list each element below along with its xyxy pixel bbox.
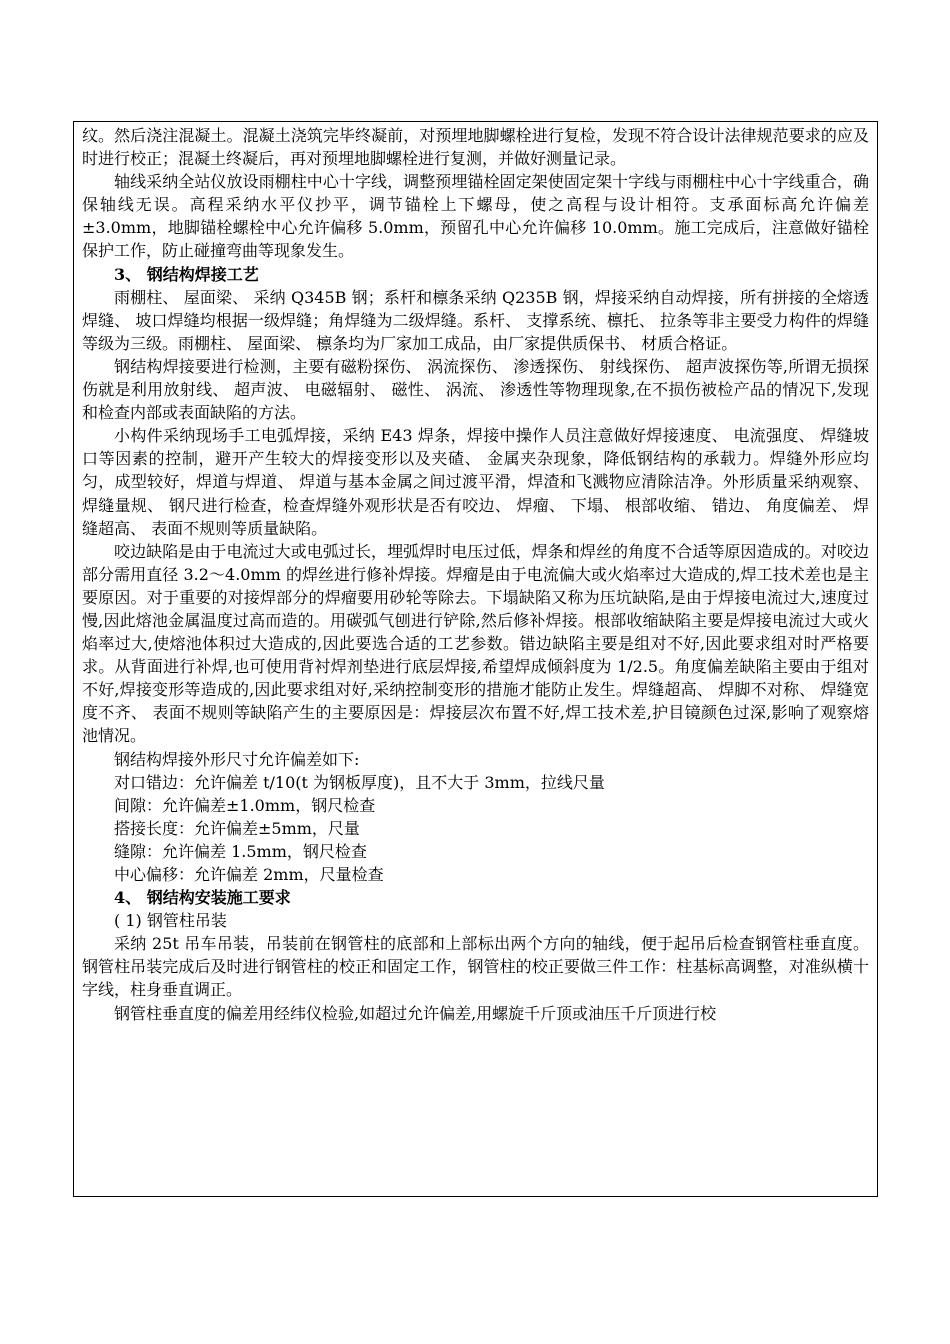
document-frame [73,121,878,1197]
document-body [74,122,877,1025]
paragraph: 采纳 25t 吊车吊装，吊装前在钢管柱的底部和上部标出两个方向的轴线，便于起吊后检查钢管柱垂直度。钢管柱吊装完成后及时进行钢管柱的校正和固定工作，钢管柱的校正要做三件工作：柱基标高调整，对准纵横十字线，柱身垂直调正。 [82,934,869,1000]
tolerance-item: 搭接长度：允许偏差±5mm，尺量 [114,818,360,838]
paragraph: 小构件采纳现场手工电弧焊接，采纳 E43 焊条，焊接中操作人员注意做好焊接速度、 电流强度、 焊缝坡口等因素的控制，避开产生较大的焊接变形以及夹碴、 金属夹杂现象，降低钢结构的承载力。焊缝外形应均匀，成型较好，焊道与焊道、 焊道与基本金属之间过渡平滑，焊渣和飞溅物应清除洁净。外形质量采纳观察、 焊缝量规、 钢尺进行检查，检查焊缝外观形状是否有咬边、 焊瘤、 下塌、 根部收缩、 错边、 角度偏差、 焊缝超高、 表面不规则等质量缺陷。 [82,426,869,538]
tolerance-item: 缝隙：允许偏差 1.5mm，钢尺检查 [114,841,367,861]
tolerance-item: 中心偏移：允许偏差 2mm，尺量检查 [114,865,384,884]
subsection-heading: ( 1) 钢管柱吊装 [114,911,227,931]
section-heading: 4、 钢结构安装施工要求 [114,888,291,908]
paragraph: 钢结构焊接要进行检测，主要有磁粉探伤、 涡流探伤、 渗透探伤、 射线探伤、 超声波探伤等,所谓无损探伤就是利用放射线、 超声波、 电磁辐射、 磁性、 涡流、 渗透性等物理现象,在不损伤被检产品的情况下,发现和检查内部或表面缺陷的方法。 [82,356,869,423]
tolerance-item: 对口错边：允许偏差 t/10(t 为钢板厚度)，且不大于 3mm，拉线尺量 [114,772,605,792]
paragraph: 钢结构焊接外形尺寸允许偏差如下: [114,749,360,769]
paragraph: 轴线采纳全站仪放设雨棚柱中心十字线，调整预埋锚栓固定架使固定架十字线与雨棚柱中心十字线重合，确保轴线无误。高程采纳水平仪抄平，调节锚栓上下螺母，使之高程与设计相符。支承面标高允许偏差 ±3.0mm，地脚锚栓螺栓中心允许偏移 5.0mm，预留孔中心允许偏移 10.0mm。施工完成后，注意做好锚栓保护工作，防止碰撞弯曲等现象发生。 [82,172,869,261]
section-heading: 3、 钢结构焊接工艺 [114,264,259,284]
tolerance-item: 间隙：允许偏差±1.0mm，钢尺检查 [114,795,376,815]
paragraph: 钢管柱垂直度的偏差用经纬仪检验,如超过允许偏差,用螺旋千斤顶或油压千斤顶进行校 [114,1003,717,1023]
paragraph: 咬边缺陷是由于电流过大或电弧过长，埋弧焊时电压过低，焊条和焊丝的角度不合适等原因造成的。对咬边部分需用直径 3.2～4.0mm 的焊丝进行修补焊接。焊瘤是由于电流偏大或火焰率过大造成的,焊工技术差也是主要原因。对于重要的对接焊部分的焊瘤要用砂轮等除去。下塌缺陷又称为压坑缺陷,是由于焊接电流过大,速度过慢,因此熔池金属温度过高而造的。用碳弧气刨进行铲除,然后修补焊接。根部收缩缺陷主要是焊接电流过大或火焰率过大,使熔池体积过大造成的,因此要选合适的工艺参数。错边缺陷主要是组对不好,因此要求组对时严格要求。从背面进行补焊,也可使用背衬焊剂垫进行底层焊接,希望焊成倾斜度为 1/2.5。角度偏差缺陷主要由于组对不好,焊接变形等造成的,因此要求组对好,采纳控制变形的措施才能防止发生。焊缝超高、 焊脚不对称、 焊缝宽度不齐、 表面不规则等缺陷产生的主要原因是：焊接层次布置不好,焊工技术差,护目镜颜色过深,影响了观察熔池情况。 [82,541,869,746]
paragraph: 纹。然后浇注混凝土。混凝土浇筑完毕终凝前，对预埋地脚螺栓进行复检，发现不符合设计法律规范要求的应及时进行校正；混凝土终凝后，再对预埋地脚螺栓进行复测，并做好测量记录。 [82,126,869,169]
paragraph: 雨棚柱、 屋面梁、 采纳 Q345B 钢；系杆和檩条采纳 Q235B 钢，焊接采纳自动焊接，所有拼接的全熔透焊缝、 坡口焊缝均根据一级焊缝；角焊缝为二级焊缝。系杆、 支撑系统、檩托、 拉条等非主要受力构件的焊缝等级为三级。雨棚柱、 屋面梁、 檩条均为厂家加工成品，由厂家提供质保书、 材质合格证。 [82,287,869,353]
